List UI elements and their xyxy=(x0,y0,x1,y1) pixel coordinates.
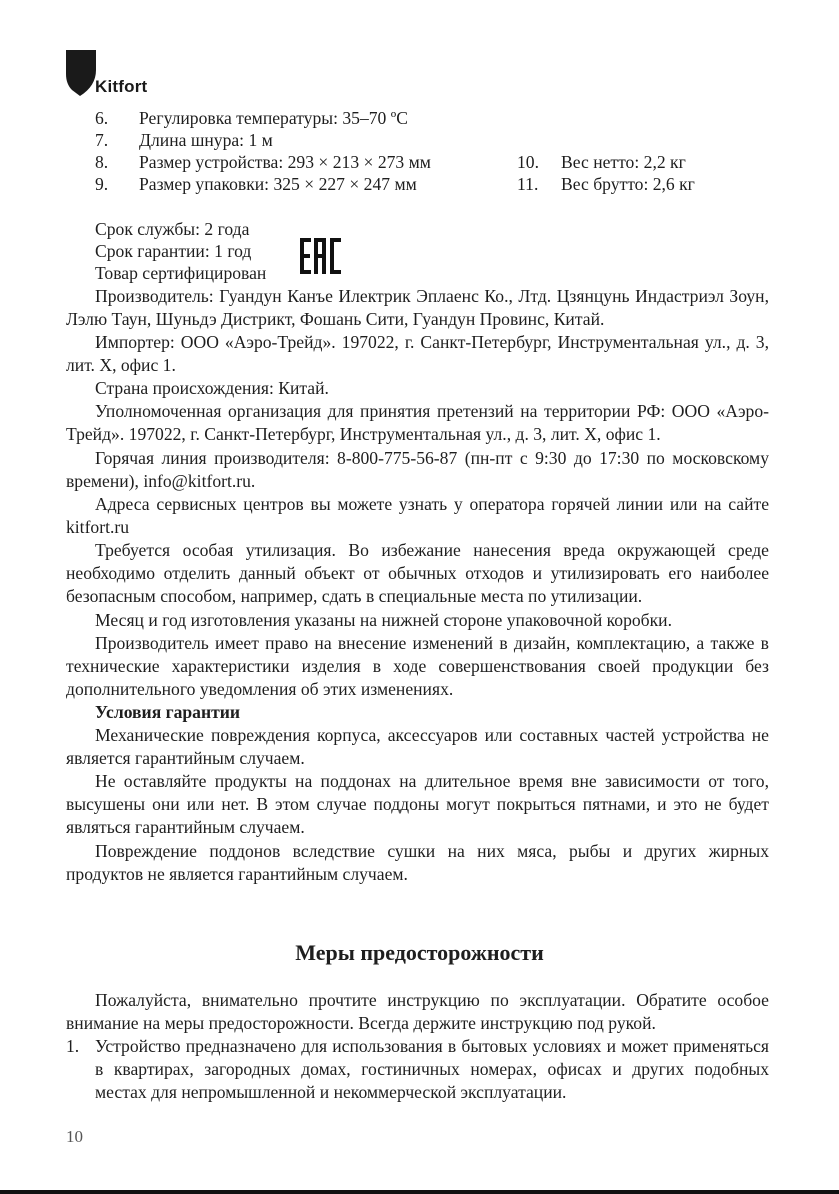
spec-text: Размер устройства: 293 × 213 × 273 мм xyxy=(139,152,431,172)
precautions-title: Меры предосторожности xyxy=(295,940,544,965)
importer-info: Импортер: ООО «Аэро-Трейд». 197022, г. Санкт-Петербург, Инструментальная ул., д. 3, лит. Х, офис 1. xyxy=(66,332,769,376)
warranty-period: Срок гарантии: 1 год xyxy=(95,241,252,261)
spec-item xyxy=(517,173,695,195)
spec-text: Регулировка температуры: 35–70 ºC xyxy=(139,108,408,128)
disposal-info: Требуется особая утилизация. Во избежание нанесения вреда окружающей среде необходимо отделить данный объект от обычных отходов и утилизировать его наиболее безопасным способом, например, сдать в специальные места по утилизации. xyxy=(66,540,769,607)
spec-text: Вес брутто: 2,6 кг xyxy=(561,174,695,194)
spec-item xyxy=(95,173,417,195)
warranty-condition-item: Механические повреждения корпуса, аксессуаров или составных частей устройства не является гарантийным случаем. xyxy=(66,725,769,769)
kitfort-logo-icon xyxy=(66,50,96,98)
manufacturer-info: Производитель: Гуандун Канъе Илектрик Эплаенс Ко., Лтд. Цзянцунь Индастриэл Зоун, Лэлю Таун, Шуньдэ Дистрикт, Фошань Сити, Гуандун Провинс, Китай. xyxy=(66,286,769,330)
spec-number: 6. xyxy=(95,108,109,128)
changes-notice: Производитель имеет право на внесение изменений в дизайн, комплектацию, а также в технические характеристики изделия в ходе совершенствования своей продукции без дополнительного уведомления об этих изменениях. xyxy=(66,633,769,700)
precaution-item xyxy=(66,1035,769,1105)
warranty-condition-item: Не оставляйте продукты на поддонах на длительное время вне зависимости от того, высушены они или нет. В этом случае поддоны могут покрыться пятнами, и это не будет являться гарантийным случаем. xyxy=(66,771,769,838)
bottom-rule xyxy=(0,1190,839,1194)
brand-logo xyxy=(66,50,166,100)
warranty-conditions-title: Условия гарантии xyxy=(95,702,241,722)
precaution-text: Устройство предназначено для использования в бытовых условиях и может применяться в квартирах, загородных домах, гостиничных номерах, офисах и других подобных местах для непромышленной и некоммерческой эксплуатации. xyxy=(95,1036,769,1103)
spec-text: Вес нетто: 2,2 кг xyxy=(561,152,686,172)
precaution-number: 1. xyxy=(66,1036,80,1056)
eac-mark-icon xyxy=(300,236,342,276)
spec-text: Длина шнура: 1 м xyxy=(139,130,273,150)
authorized-organization: Уполномоченная организация для принятия претензий на территории РФ: ООО «Аэро-Трейд». 197022, г. Санкт-Петербург, Инструментальная ул., д. 3, лит. Х, офис 1. xyxy=(66,401,769,445)
spec-item xyxy=(95,107,408,129)
spec-item xyxy=(95,129,273,151)
page-number: 10 xyxy=(66,1127,83,1146)
spec-number: 11. xyxy=(517,174,539,194)
spec-text: Размер упаковки: 325 × 227 × 247 мм xyxy=(139,174,417,194)
brand-name: Kitfort xyxy=(95,77,148,96)
spec-number: 8. xyxy=(95,152,109,172)
hotline-info: Горячая линия производителя: 8-800-775-56-87 (пн-пт с 9:30 до 17:30 по московскому времени), info@kitfort.ru. xyxy=(66,448,769,492)
spec-number: 10. xyxy=(517,152,539,172)
warranty-condition-item: Повреждение поддонов вследствие сушки на них мяса, рыбы и других жирных продуктов не является гарантийным случаем. xyxy=(66,841,769,885)
service-centers-info: Адреса сервисных центров вы можете узнать у оператора горячей линии или на сайте kitfort.ru xyxy=(66,494,769,538)
spec-item xyxy=(95,151,431,173)
origin-country: Страна происхождения: Китай. xyxy=(95,378,329,398)
spec-number: 7. xyxy=(95,130,109,150)
certification-note: Товар сертифицирован xyxy=(95,263,267,283)
manufacture-date-info: Месяц и год изготовления указаны на нижней стороне упаковочной коробки. xyxy=(95,610,672,630)
spec-item xyxy=(517,151,686,173)
precautions-intro: Пожалуйста, внимательно прочтите инструкцию по эксплуатации. Обратите особое внимание на меры предосторожности. Всегда держите инструкцию под рукой. xyxy=(66,990,769,1034)
spec-number: 9. xyxy=(95,174,109,194)
service-life: Срок службы: 2 года xyxy=(95,219,250,239)
